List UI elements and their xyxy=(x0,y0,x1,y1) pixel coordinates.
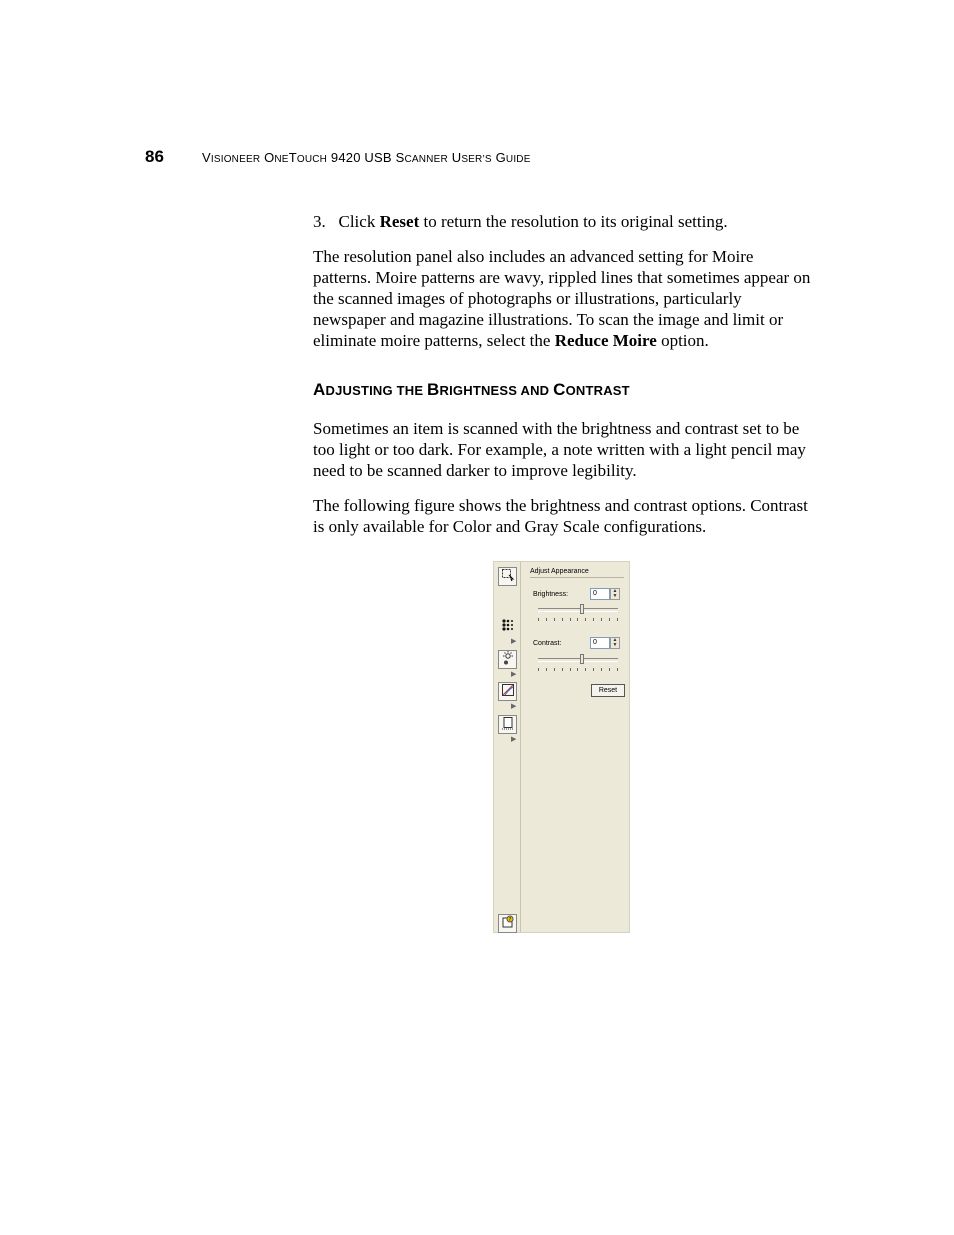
svg-text:?: ? xyxy=(508,917,511,923)
step-3: 3. Click Reset to return the resolution to its original setting. xyxy=(313,212,728,231)
brightness-spinner[interactable]: ▲ ▼ xyxy=(610,588,620,600)
expand-arrow-icon[interactable]: ▶ xyxy=(511,638,517,645)
brightness-label: Brightness: xyxy=(533,591,569,598)
contrast-input[interactable]: 0 xyxy=(590,637,610,649)
brightness-slider-track[interactable] xyxy=(538,608,618,612)
expand-arrow-icon[interactable]: ▶ xyxy=(511,671,517,678)
moire-paragraph: The resolution panel also includes an advanced setting for Moire patterns. Moire patterns are wavy, rippled lines that sometimes appear on the scanned images of photographs or illustrations, particularly newspaper and magazine illustrations. To scan the image and limit or eliminate moire patterns, select the Reduce Moire option. xyxy=(313,247,811,350)
running-title: VISIONEER ONETOUCH 9420 USB SCANNER USER’S GUIDE xyxy=(202,150,531,165)
resolution-dots-icon[interactable] xyxy=(498,617,517,636)
contrast-label: Contrast: xyxy=(533,640,562,647)
reduce-moire-term: Reduce Moire xyxy=(554,331,657,350)
expand-arrow-icon[interactable]: ▶ xyxy=(511,703,517,710)
panel-title: Adjust Appearance xyxy=(530,568,589,575)
expand-arrow-icon[interactable]: ▶ xyxy=(511,736,517,743)
page-size-icon[interactable] xyxy=(498,715,517,734)
brightness-sun-icon[interactable] xyxy=(498,650,517,669)
figure-intro-paragraph: The following figure shows the brightness and contrast options. Contrast is only available for Color and Gray Scale configurations. xyxy=(313,496,808,536)
page-number: 86 xyxy=(145,147,164,166)
brightness-paragraph: Sometimes an item is scanned with the brightness and contrast set to be too light or too dark. For example, a note written with a light pencil may need to be scanned darker to improve legibility. xyxy=(313,419,806,480)
help-icon[interactable] xyxy=(498,914,517,933)
color-adjust-icon[interactable] xyxy=(498,682,517,701)
section-heading: ADJUSTING THE BRIGHTNESS AND CONTRAST xyxy=(313,380,630,399)
contrast-slider-thumb[interactable] xyxy=(580,654,584,664)
title-divider xyxy=(530,577,624,578)
brightness-input[interactable]: 0 xyxy=(590,588,610,600)
contrast-slider-ticks xyxy=(538,668,618,671)
contrast-spinner[interactable]: ▲ ▼ xyxy=(610,637,620,649)
scan-area-icon[interactable] xyxy=(498,567,517,586)
brightness-slider-thumb[interactable] xyxy=(580,604,584,614)
reset-term: Reset xyxy=(379,212,420,231)
panel-icon-bar xyxy=(494,562,521,932)
contrast-slider-track[interactable] xyxy=(538,658,618,662)
reset-button[interactable]: Reset xyxy=(591,684,625,697)
brightness-slider-ticks xyxy=(538,618,618,621)
adjust-appearance-figure xyxy=(493,561,630,933)
